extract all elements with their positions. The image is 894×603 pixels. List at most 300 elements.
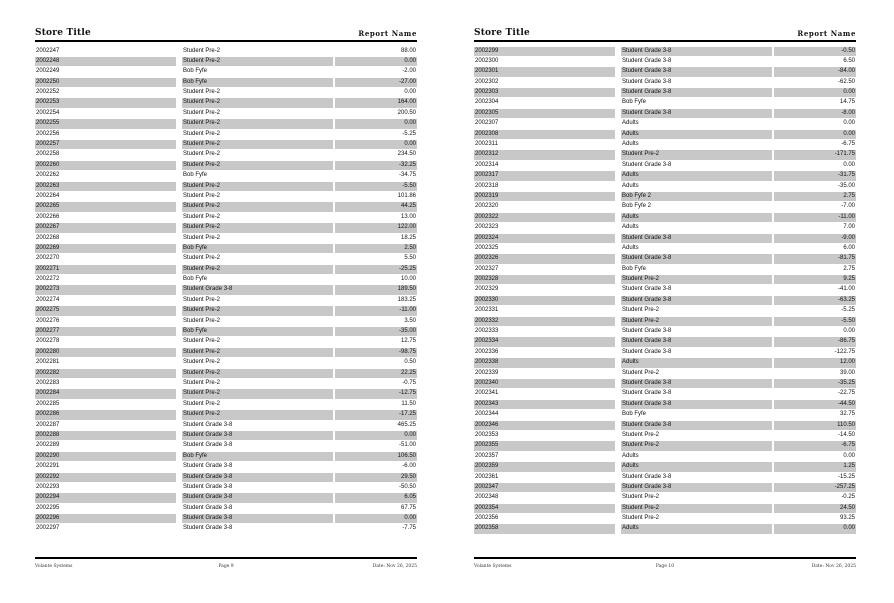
row-amount: 6.05 (335, 493, 417, 502)
row-id: 2002336 (475, 348, 499, 355)
table-row (35, 514, 417, 524)
row-amount: 10.00 (400, 276, 416, 283)
row-amount: 189.50 (335, 285, 417, 294)
row-amount: 18.25 (400, 234, 416, 241)
table-row (35, 67, 417, 77)
table-row (474, 430, 856, 440)
row-amount: -0.25 (841, 494, 855, 501)
table-row (474, 368, 856, 378)
row-category: Student Pre-2 (183, 234, 221, 241)
row-category: Adults (622, 244, 639, 251)
row-amount: 106.50 (335, 452, 417, 461)
table-row (35, 129, 417, 139)
row-amount: -25.25 (335, 265, 417, 274)
row-id: 2002354 (474, 504, 615, 513)
row-category: Bob Fyfe (182, 452, 333, 461)
row-amount: -0.50 (774, 47, 856, 56)
row-id: 2002326 (474, 254, 615, 263)
row-category: Adults (622, 182, 639, 189)
row-category: Adults (621, 524, 772, 533)
row-category: Student Grade 3-8 (621, 47, 772, 56)
row-id: 2002303 (474, 88, 615, 97)
table-row (474, 67, 856, 77)
table-row (474, 316, 856, 326)
row-category: Student Pre-2 (183, 192, 221, 199)
row-id: 2002332 (474, 317, 615, 326)
row-id: 2002330 (474, 296, 615, 305)
row-id: 2002287 (36, 421, 60, 428)
row-id: 2002328 (474, 275, 615, 284)
table-row (474, 347, 856, 357)
row-id: 2002338 (474, 358, 615, 367)
row-category: Student Pre-2 (182, 265, 333, 274)
row-id: 2002320 (475, 203, 499, 210)
row-amount: 0.00 (843, 328, 855, 335)
row-id: 2002327 (475, 265, 499, 272)
row-category: Student Grade 3-8 (622, 473, 672, 480)
table-row (35, 56, 417, 66)
row-category: Student Grade 3-8 (622, 161, 672, 168)
table-row (474, 441, 856, 451)
row-id: 2002331 (475, 307, 499, 314)
row-id: 2002347 (474, 483, 615, 492)
row-id: 2002284 (35, 389, 176, 398)
row-id: 2002314 (475, 161, 499, 168)
row-id: 2002253 (35, 98, 176, 107)
row-amount: -171.75 (774, 150, 856, 159)
row-amount: 0.00 (335, 140, 417, 149)
table-row (474, 514, 856, 524)
table-row (35, 482, 417, 492)
row-category: Student Grade 3-8 (622, 328, 672, 335)
row-category: Adults (621, 358, 772, 367)
row-amount: 0.00 (335, 57, 417, 66)
row-amount: -0.75 (402, 380, 416, 386)
table-row (35, 98, 417, 108)
row-category: Student Pre-2 (182, 348, 333, 357)
table-row (474, 129, 856, 139)
row-id: 2002249 (36, 68, 60, 75)
row-amount: -8.00 (774, 109, 856, 118)
row-category: Student Pre-2 (182, 119, 333, 128)
row-id: 2002290 (35, 452, 176, 461)
row-id: 2002268 (36, 234, 60, 241)
row-category: Bob Fyfe (622, 265, 647, 272)
row-category: Student Grade 3-8 (622, 286, 672, 293)
row-category: Student Pre-2 (621, 441, 772, 450)
row-amount: 0.00 (335, 119, 417, 128)
row-amount: -2.00 (402, 68, 416, 75)
row-amount: 32.75 (839, 411, 855, 418)
row-amount: -50.50 (398, 483, 416, 490)
row-amount: 0.00 (843, 452, 855, 459)
row-category: Student Grade 3-8 (621, 379, 772, 388)
row-category: Adults (622, 224, 639, 231)
row-amount: 11.50 (401, 400, 416, 407)
row-amount: -15.25 (837, 473, 855, 480)
table-row (474, 202, 856, 212)
row-id: 2002275 (35, 306, 176, 315)
row-category: Student Pre-2 (183, 400, 221, 407)
table-row (474, 88, 856, 98)
row-amount: 6.50 (843, 57, 855, 64)
row-id: 2002250 (35, 78, 176, 87)
row-category: Student Grade 3-8 (621, 483, 772, 492)
row-amount: -5.50 (335, 182, 417, 191)
row-amount: 2.50 (335, 244, 417, 253)
row-category: Student Pre-2 (183, 380, 221, 386)
row-category: Student Pre-2 (621, 317, 772, 326)
row-amount: 12.75 (400, 338, 416, 345)
row-category: Bob Fyfe (622, 411, 647, 418)
row-id: 2002304 (475, 99, 499, 106)
row-category: Student Pre-2 (183, 130, 221, 137)
table-row (474, 285, 856, 295)
table-row (474, 77, 856, 87)
row-amount: -6.75 (841, 141, 855, 148)
table-row (474, 358, 856, 368)
row-amount: 122.00 (335, 223, 417, 232)
row-amount: -7.75 (402, 525, 416, 532)
table-row (35, 191, 417, 201)
row-category: Student Pre-2 (183, 317, 221, 324)
table-row (35, 327, 417, 337)
row-category: Bob Fyfe (183, 68, 208, 75)
row-amount: -32.25 (335, 161, 417, 170)
row-amount: -11.00 (335, 306, 417, 315)
row-id: 2002291 (36, 463, 60, 470)
row-category: Student Grade 3-8 (183, 421, 233, 428)
row-amount: -34.75 (398, 172, 416, 179)
report-page-9 (35, 0, 417, 603)
table-row (35, 212, 417, 222)
row-amount: 6.00 (843, 244, 855, 251)
report-table (35, 46, 417, 534)
row-id: 2002277 (35, 327, 176, 336)
row-category: Bob Fyfe 2 (621, 192, 772, 201)
table-row (474, 108, 856, 118)
table-row (35, 275, 417, 285)
row-category: Student Pre-2 (182, 98, 333, 107)
row-id: 2002269 (35, 244, 176, 253)
row-amount: -62.50 (837, 78, 855, 85)
row-category: Student Pre-2 (183, 89, 221, 96)
row-amount: -6.00 (402, 463, 416, 470)
row-category: Student Grade 3-8 (621, 400, 772, 409)
page-header (474, 28, 856, 42)
table-row (474, 191, 856, 201)
row-category: Student Pre-2 (621, 504, 772, 513)
row-category: Student Grade 3-8 (183, 525, 233, 532)
row-amount: 9.25 (774, 275, 856, 284)
row-id: 2002318 (475, 182, 499, 189)
row-id: 2002258 (36, 151, 60, 158)
row-id: 2002288 (35, 431, 176, 440)
table-row (474, 119, 856, 129)
table-row (474, 451, 856, 461)
table-row (35, 389, 417, 399)
row-amount: 5.50 (404, 255, 416, 262)
page-header (35, 28, 417, 42)
row-amount: 183.25 (397, 296, 416, 303)
table-row (35, 119, 417, 129)
row-category: Bob Fyfe (182, 327, 333, 336)
table-row (35, 77, 417, 87)
table-row (474, 150, 856, 160)
table-row (474, 420, 856, 430)
row-id: 2002255 (35, 119, 176, 128)
row-amount: 234.50 (397, 151, 416, 158)
row-id: 2002295 (36, 504, 60, 511)
table-row (474, 233, 856, 243)
row-category: Student Grade 3-8 (182, 473, 333, 482)
row-id: 2002276 (36, 317, 60, 324)
table-row (35, 233, 417, 243)
row-amount: -5.25 (841, 307, 855, 314)
row-amount: -84.00 (774, 67, 856, 76)
table-row (474, 389, 856, 399)
table-row (474, 410, 856, 420)
row-id: 2002256 (36, 130, 60, 137)
row-amount: 39.00 (839, 369, 855, 376)
row-amount: -11.00 (774, 213, 856, 222)
row-category: Student Pre-2 (183, 213, 221, 220)
row-category: Student Pre-2 (183, 338, 221, 345)
report-page-10 (474, 0, 856, 603)
row-category: Bob Fyfe (182, 244, 333, 253)
table-row (35, 181, 417, 191)
table-row (474, 472, 856, 482)
table-row (474, 493, 856, 503)
row-amount: -5.25 (402, 130, 416, 137)
row-amount: -51.00 (398, 442, 416, 449)
row-amount: 0.50 (404, 359, 416, 366)
row-id: 2002281 (36, 359, 60, 366)
table-row (474, 482, 856, 492)
row-amount: 164.00 (335, 98, 417, 107)
table-row (474, 275, 856, 285)
row-amount: -35.00 (837, 182, 855, 189)
table-row (474, 462, 856, 472)
row-id: 2002283 (36, 380, 60, 386)
row-id: 2002324 (474, 234, 615, 243)
row-id: 2002265 (35, 202, 176, 211)
table-row (35, 223, 417, 233)
table-row (474, 98, 856, 108)
row-id: 2002274 (36, 296, 60, 303)
row-amount: 29.50 (335, 473, 417, 482)
row-category: Student Pre-2 (621, 275, 772, 284)
row-amount: -63.25 (774, 296, 856, 305)
row-id: 2002319 (474, 192, 615, 201)
table-row (474, 503, 856, 513)
row-id: 2002286 (35, 410, 176, 419)
row-id: 2002262 (36, 172, 60, 179)
row-id: 2002353 (475, 431, 499, 438)
table-row (35, 46, 417, 56)
row-amount: 0.00 (335, 431, 417, 440)
row-id: 2002322 (474, 213, 615, 222)
table-row (35, 524, 417, 534)
table-row (474, 399, 856, 409)
table-row (474, 524, 856, 534)
row-category: Student Pre-2 (182, 389, 333, 398)
table-row (474, 327, 856, 337)
table-row (35, 399, 417, 409)
row-category: Student Grade 3-8 (622, 57, 672, 64)
row-amount: 3.50 (404, 317, 416, 324)
row-amount: 22.25 (335, 369, 417, 378)
row-amount: -41.00 (837, 286, 855, 293)
row-category: Student Grade 3-8 (621, 109, 772, 118)
row-id: 2002289 (36, 442, 60, 449)
table-row (474, 171, 856, 181)
row-category: Bob Fyfe (182, 78, 333, 87)
table-row (35, 295, 417, 305)
page-number: Page 9 (218, 564, 234, 569)
row-amount: 0.00 (774, 524, 856, 533)
table-row (35, 368, 417, 378)
row-amount: 24.50 (774, 504, 856, 513)
row-id: 2002297 (36, 525, 60, 532)
row-id: 2002307 (475, 120, 499, 127)
row-category: Student Pre-2 (182, 161, 333, 170)
row-category: Bob Fyfe (183, 276, 208, 283)
table-row (35, 264, 417, 274)
row-category: Student Pre-2 (183, 359, 221, 366)
table-row (474, 306, 856, 316)
row-id: 2002358 (474, 524, 615, 533)
row-amount: 67.75 (400, 504, 416, 511)
row-id: 2002317 (474, 171, 615, 180)
table-row (35, 316, 417, 326)
table-row (474, 140, 856, 150)
row-category: Student Grade 3-8 (183, 442, 233, 449)
row-category: Bob Fyfe (183, 172, 208, 179)
row-id: 2002357 (475, 452, 499, 459)
row-id: 2002344 (475, 411, 499, 418)
row-category: Student Pre-2 (183, 47, 221, 54)
row-amount: 2.75 (774, 192, 856, 201)
row-id: 2002293 (36, 483, 60, 490)
row-category: Student Pre-2 (182, 182, 333, 191)
row-amount: 7.00 (843, 224, 855, 231)
row-category: Adults (622, 452, 639, 459)
page-footer (35, 557, 417, 569)
row-amount: 0.00 (843, 161, 855, 168)
table-row (35, 410, 417, 420)
table-row (35, 462, 417, 472)
row-amount: 0.00 (774, 88, 856, 97)
row-id: 2002248 (35, 57, 176, 66)
row-category: Student Pre-2 (182, 140, 333, 149)
row-amount: 14.75 (839, 99, 855, 106)
table-row (35, 254, 417, 264)
row-category: Adults (622, 120, 639, 127)
row-category: Student Pre-2 (183, 296, 221, 303)
row-id: 2002273 (35, 285, 176, 294)
row-id: 2002356 (475, 515, 499, 522)
row-category: Student Grade 3-8 (621, 67, 772, 76)
row-category: Student Pre-2 (622, 307, 660, 314)
row-amount: -31.75 (774, 171, 856, 180)
row-id: 2002280 (35, 348, 176, 357)
row-category: Student Pre-2 (622, 431, 660, 438)
row-category: Student Grade 3-8 (182, 431, 333, 440)
report-date: Date: Nov 26, 2025 (372, 564, 417, 569)
row-id: 2002348 (475, 494, 499, 501)
row-amount: -27.00 (335, 78, 417, 87)
table-row (474, 56, 856, 66)
row-id: 2002271 (35, 265, 176, 274)
table-row (474, 46, 856, 56)
row-category: Student Grade 3-8 (621, 254, 772, 263)
row-id: 2002311 (475, 141, 498, 148)
row-id: 2002294 (35, 493, 176, 502)
table-row (35, 202, 417, 212)
table-row (35, 493, 417, 503)
row-category: Student Grade 3-8 (182, 514, 333, 523)
row-id: 2002329 (475, 286, 499, 293)
row-id: 2002312 (474, 150, 615, 159)
row-id: 2002285 (36, 400, 60, 407)
table-row (35, 347, 417, 357)
row-id: 2002282 (35, 369, 176, 378)
row-amount: 0.00 (843, 120, 855, 127)
row-category: Student Grade 3-8 (621, 421, 772, 430)
row-amount: 44.25 (335, 202, 417, 211)
row-id: 2002257 (35, 140, 176, 149)
row-id: 2002355 (474, 441, 615, 450)
table-row (35, 88, 417, 98)
row-amount: -14.50 (837, 431, 855, 438)
store-title: Store Title (474, 28, 530, 38)
row-amount: -12.75 (335, 389, 417, 398)
row-id: 2002301 (474, 67, 615, 76)
row-category: Student Grade 3-8 (622, 78, 672, 85)
row-category: Student Pre-2 (182, 57, 333, 66)
row-id: 2002270 (36, 255, 60, 262)
row-category: Student Pre-2 (622, 515, 660, 522)
row-category: Student Grade 3-8 (622, 390, 672, 397)
row-amount: 93.25 (839, 515, 855, 522)
row-id: 2002264 (36, 192, 60, 199)
row-amount: -98.75 (335, 348, 417, 357)
row-id: 2002359 (474, 462, 615, 471)
row-amount: 13.00 (400, 213, 416, 220)
row-category: Student Pre-2 (183, 255, 221, 262)
table-row (35, 160, 417, 170)
table-row (35, 306, 417, 316)
row-amount: -22.75 (837, 390, 855, 397)
table-row (35, 108, 417, 118)
row-category: Student Grade 3-8 (622, 348, 672, 355)
row-amount: 200.50 (397, 109, 416, 116)
row-amount: -44.50 (774, 400, 856, 409)
row-category: Adults (621, 171, 772, 180)
company-name: Volante Systems (35, 564, 73, 569)
table-row (474, 337, 856, 347)
report-table (474, 46, 856, 534)
row-amount: -6.75 (774, 441, 856, 450)
row-category: Student Grade 3-8 (183, 504, 233, 511)
row-amount: -86.75 (774, 337, 856, 346)
row-amount: -122.75 (834, 348, 855, 355)
table-row (35, 358, 417, 368)
row-category: Student Grade 3-8 (183, 463, 233, 470)
table-row (35, 243, 417, 253)
row-category: Student Pre-2 (183, 109, 221, 116)
